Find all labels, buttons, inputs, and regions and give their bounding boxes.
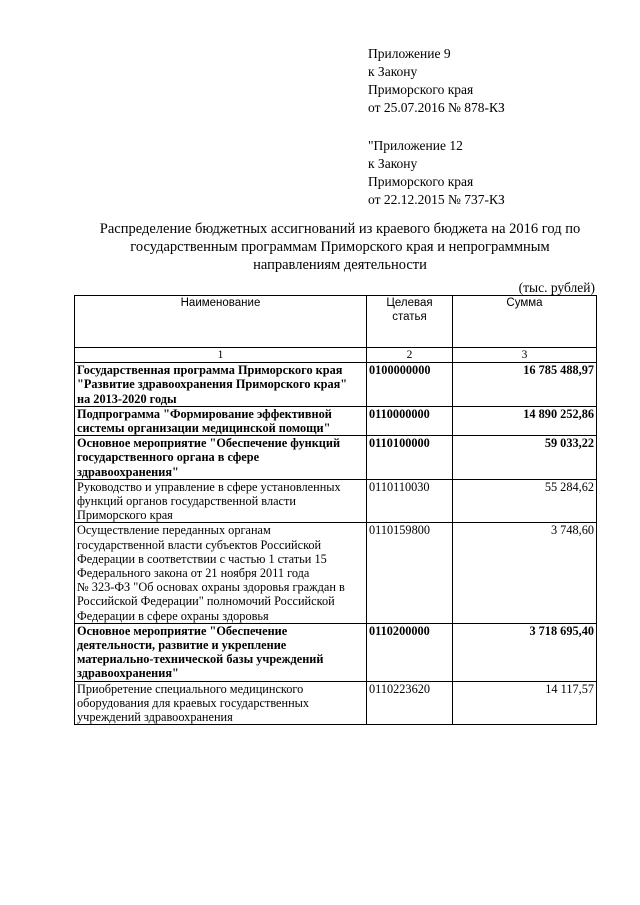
row-sum-cell: 14 890 252,86 [453,406,597,435]
column-index: 2 [367,348,453,363]
row-name-line: Федерального закона от 21 ноября 2011 года [77,566,310,581]
row-code-cell: 0110110030 [367,479,453,523]
row-name-cell [75,479,367,523]
table-row [75,681,597,725]
units-label: (тыс. рублей) [518,280,595,295]
row-name-cell [75,363,367,407]
row-code-cell: 0110200000 [367,623,453,681]
row-name-line: государственного органа в сфере [77,450,260,465]
row-name-line: № 323-ФЗ "Об основах охраны здоровья граждан в [77,580,345,595]
row-sum-cell: 16 785 488,97 [453,363,597,407]
appendix-line: Приложение 9 [368,46,451,61]
row-sum-cell: 3 748,60 [453,523,597,623]
title-line: Распределение бюджетных ассигнований из краевого бюджета на 2016 год по [99,221,581,237]
column-header-sum: Сумма [453,296,597,348]
row-name-line: Федерации в сфере охраны здоровья [77,608,269,623]
row-name-line: Руководство и управление в сфере установленных [77,479,341,494]
row-name-line: Государственная программа Приморского края [77,363,343,378]
row-name-line: деятельности, развитие и укрепление [77,638,287,653]
row-sum-cell: 59 033,22 [453,436,597,480]
appendix-line: Приморского края [368,82,474,97]
appendix-line: от 22.12.2015 № 737-КЗ [368,192,505,207]
row-name-line: Российской Федерации" полномочий Российской [77,594,335,609]
row-name-line: учреждений здравоохранения [77,710,233,725]
table-header-row [75,296,597,348]
table-row [75,363,597,407]
row-name-cell [75,681,367,725]
row-name-line: Федерации в соответствии с частью 1 статьи 15 [77,551,327,566]
table-row [75,623,597,681]
title-line: государственным программам Приморского края и непрограммным [130,239,550,255]
table-row [75,479,597,523]
row-name-line: Приморского края [77,508,173,523]
row-name-line: функций органов государственной власти [77,494,296,509]
table-body [75,363,597,725]
title-line: направлениям деятельности [253,257,427,273]
row-name-line: Осуществление переданных органам [77,523,271,538]
row-name-cell [75,623,367,681]
table-row [75,523,597,623]
table-row [75,436,597,480]
table-row [75,406,597,435]
row-name-line: Подпрограмма "Формирование эффективной [77,406,332,421]
row-code-cell: 0110100000 [367,436,453,480]
row-name-line: системы организации медицинской помощи" [77,421,331,436]
row-name-line: государственной власти субъектов Российской [77,537,322,552]
appendix-line: к Закону [368,64,418,79]
row-name-line: Основное мероприятие "Обеспечение [77,623,288,638]
appendix-gap [368,117,505,137]
appendix-line: от 25.07.2016 № 878-КЗ [368,100,505,115]
row-name-line: Приобретение специального медицинского [77,681,304,696]
budget-table [74,295,597,725]
column-index: 1 [75,348,367,363]
row-name-cell [75,523,367,623]
row-sum-cell: 55 284,62 [453,479,597,523]
column-index: 3 [453,348,597,363]
appendix-line: "Приложение 12 [368,138,463,153]
appendix-header [368,45,505,209]
document-title [70,220,610,274]
row-code-cell: 0110159800 [367,523,453,623]
row-code-cell: 0110000000 [367,406,453,435]
column-header-name: Наименование [75,296,367,348]
row-name-line: оборудования для краевых государственных [77,695,310,710]
row-name-line: материально-технической базы учреждений [77,652,324,667]
row-name-cell [75,406,367,435]
row-name-cell [75,436,367,480]
row-sum-cell: 3 718 695,40 [453,623,597,681]
row-sum-cell: 14 117,57 [453,681,597,725]
row-name-line: на 2013-2020 годы [77,391,177,406]
row-code-cell: 0110223620 [367,681,453,725]
row-code-cell: 0100000000 [367,363,453,407]
column-header-code: Целевая статья [367,296,453,348]
row-name-line: "Развитие здравоохранения Приморского края" [77,377,348,392]
row-name-line: Основное мероприятие "Обеспечение функций [77,436,341,451]
appendix-line: к Закону [368,156,418,171]
row-name-line: здравоохранения" [77,666,179,681]
row-name-line: здравоохранения" [77,464,179,479]
appendix-line: Приморского края [368,174,474,189]
column-index-row [75,348,597,363]
